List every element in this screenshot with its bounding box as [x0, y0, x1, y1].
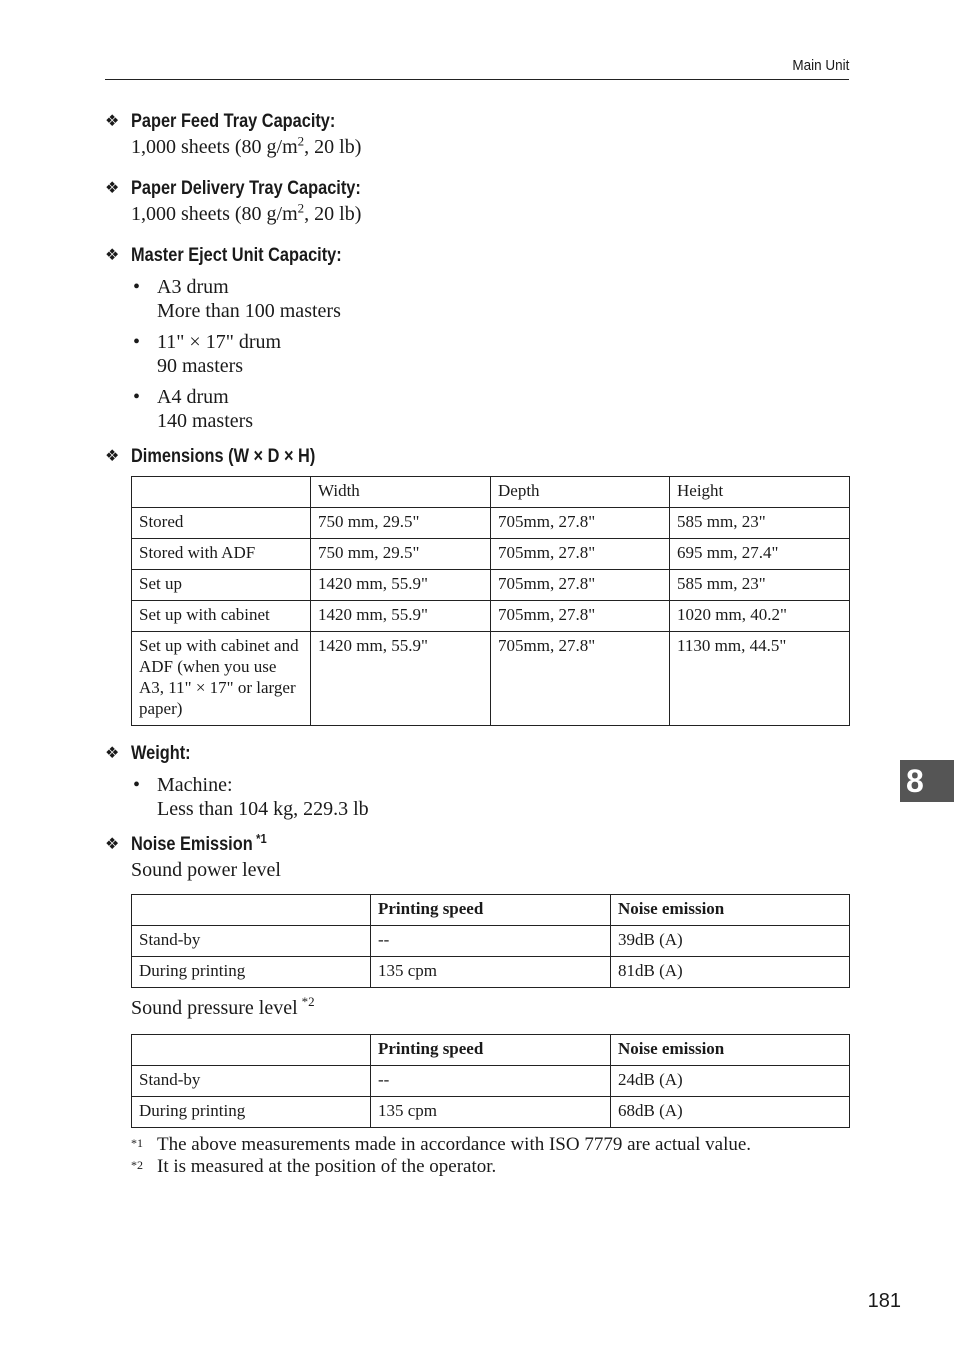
header-cell	[132, 477, 311, 508]
table-cell: Stored with ADF	[132, 539, 311, 570]
table-header-row	[132, 1035, 850, 1066]
section-paper-feed-tray	[105, 108, 849, 159]
table-cell: 24dB (A)	[611, 1066, 850, 1097]
section-noise-emission	[105, 831, 849, 1178]
table-row	[132, 1097, 850, 1128]
table-cell: 39dB (A)	[611, 926, 850, 957]
chapter-tab: 8	[900, 760, 954, 802]
table-cell: During printing	[132, 1097, 371, 1128]
table-header-row	[132, 477, 850, 508]
table-header-row	[132, 895, 850, 926]
table-cell: --	[371, 926, 611, 957]
footnote: *1 The above measurements made in accordance with ISO 7779 are actual value.	[131, 1134, 752, 1155]
table-cell: 1420 mm, 55.9"	[311, 601, 491, 632]
weight-list	[105, 773, 849, 821]
section-value: 1,000 sheets (80 $g/m^2$, 20 lb)	[131, 200, 362, 225]
diamond-bullet-icon: ❖	[105, 180, 120, 197]
table-cell: 1020 mm, 40.2"	[670, 601, 850, 632]
header-cell: Noise emission	[611, 1035, 850, 1066]
list-item: • 11" × 17" drum 90 masters	[133, 331, 282, 377]
table-row	[132, 570, 850, 601]
table-cell: 705mm, 27.8"	[491, 508, 670, 539]
diamond-bullet-icon: ❖	[105, 448, 120, 465]
table-cell: 750 mm, 29.5"	[311, 508, 491, 539]
header-cell: Depth	[491, 477, 670, 508]
header-rule	[105, 79, 849, 80]
table-row	[132, 1066, 850, 1097]
footnote: *2 It is measured at the position of the operator.	[131, 1156, 497, 1177]
section-heading: Paper Feed Tray Capacity:	[131, 111, 336, 132]
section-heading: Noise Emission	[131, 834, 253, 855]
table-cell: 695 mm, 27.4"	[670, 539, 850, 570]
footnotes	[131, 1134, 849, 1178]
section-value: 1,000 sheets (80 $g/m^2$, 20 lb)	[131, 133, 362, 158]
table-cell: 1130 mm, 44.5"	[670, 632, 850, 726]
table-cell: Stored	[132, 508, 311, 539]
table-cell: 68dB (A)	[611, 1097, 850, 1128]
table-cell: Set up	[132, 570, 311, 601]
table-cell: --	[371, 1066, 611, 1097]
section-heading: Dimensions (W × D × H)	[131, 446, 316, 467]
section-dimensions	[105, 443, 849, 726]
header-cell	[132, 1035, 371, 1066]
dimensions-table	[131, 476, 850, 726]
table-cell: 135 cpm	[371, 957, 611, 988]
running-header: Main Unit	[791, 57, 849, 74]
diamond-bullet-icon: ❖	[105, 836, 120, 853]
table-cell: Set up with cabinet and ADF (when you use A3, 11" × 17" or larger paper)	[132, 632, 311, 726]
table-cell: 705mm, 27.8"	[491, 570, 670, 601]
section-master-eject	[105, 242, 849, 433]
table-cell: Stand-by	[132, 926, 371, 957]
table-cell: Stand-by	[132, 1066, 371, 1097]
sound-power-label: Sound power level	[131, 859, 281, 881]
table-cell: 81dB (A)	[611, 957, 850, 988]
table-row	[132, 632, 850, 726]
list-item: • A4 drum 140 masters	[133, 386, 254, 432]
sound-pressure-table	[131, 1034, 850, 1128]
list-item: • A3 drum More than 100 masters	[133, 276, 341, 322]
table-row	[132, 926, 850, 957]
diamond-bullet-icon: ❖	[105, 113, 120, 130]
section-weight	[105, 740, 849, 821]
table-row	[132, 508, 850, 539]
table-cell: 705mm, 27.8"	[491, 601, 670, 632]
table-cell: 705mm, 27.8"	[491, 632, 670, 726]
section-heading: Paper Delivery Tray Capacity:	[131, 178, 361, 199]
diamond-bullet-icon: ❖	[105, 745, 120, 762]
table-row	[132, 601, 850, 632]
header-cell: Printing speed	[371, 1035, 611, 1066]
sound-pressure-label: Sound pressure level $^{*2}$	[131, 994, 315, 1019]
table-cell: 1420 mm, 55.9"	[311, 570, 491, 601]
table-cell: 705mm, 27.8"	[491, 539, 670, 570]
table-cell: 1420 mm, 55.9"	[311, 632, 491, 726]
diamond-bullet-icon: ❖	[105, 247, 120, 264]
header-cell: Width	[311, 477, 491, 508]
table-cell: 750 mm, 29.5"	[311, 539, 491, 570]
table-row	[132, 539, 850, 570]
header-cell	[132, 895, 371, 926]
header-cell: Noise emission	[611, 895, 850, 926]
section-heading: Weight:	[131, 743, 191, 764]
page-number: 181	[867, 1290, 901, 1312]
table-cell: 585 mm, 23"	[670, 508, 850, 539]
table-row	[132, 957, 850, 988]
master-eject-list	[105, 275, 849, 433]
header-cell: Printing speed	[371, 895, 611, 926]
list-item: • Machine: Less than 104 kg, 229.3 lb	[133, 774, 369, 820]
table-cell: Set up with cabinet	[132, 601, 311, 632]
footnote-ref: *1	[256, 830, 267, 846]
sound-power-table	[131, 894, 850, 988]
section-heading: Master Eject Unit Capacity:	[131, 245, 342, 266]
footnote-ref: *2	[301, 994, 315, 1010]
header-cell: Height	[670, 477, 850, 508]
table-cell: 135 cpm	[371, 1097, 611, 1128]
table-cell: 585 mm, 23"	[670, 570, 850, 601]
table-cell: During printing	[132, 957, 371, 988]
section-paper-delivery-tray	[105, 175, 849, 226]
page-content	[105, 108, 849, 1188]
